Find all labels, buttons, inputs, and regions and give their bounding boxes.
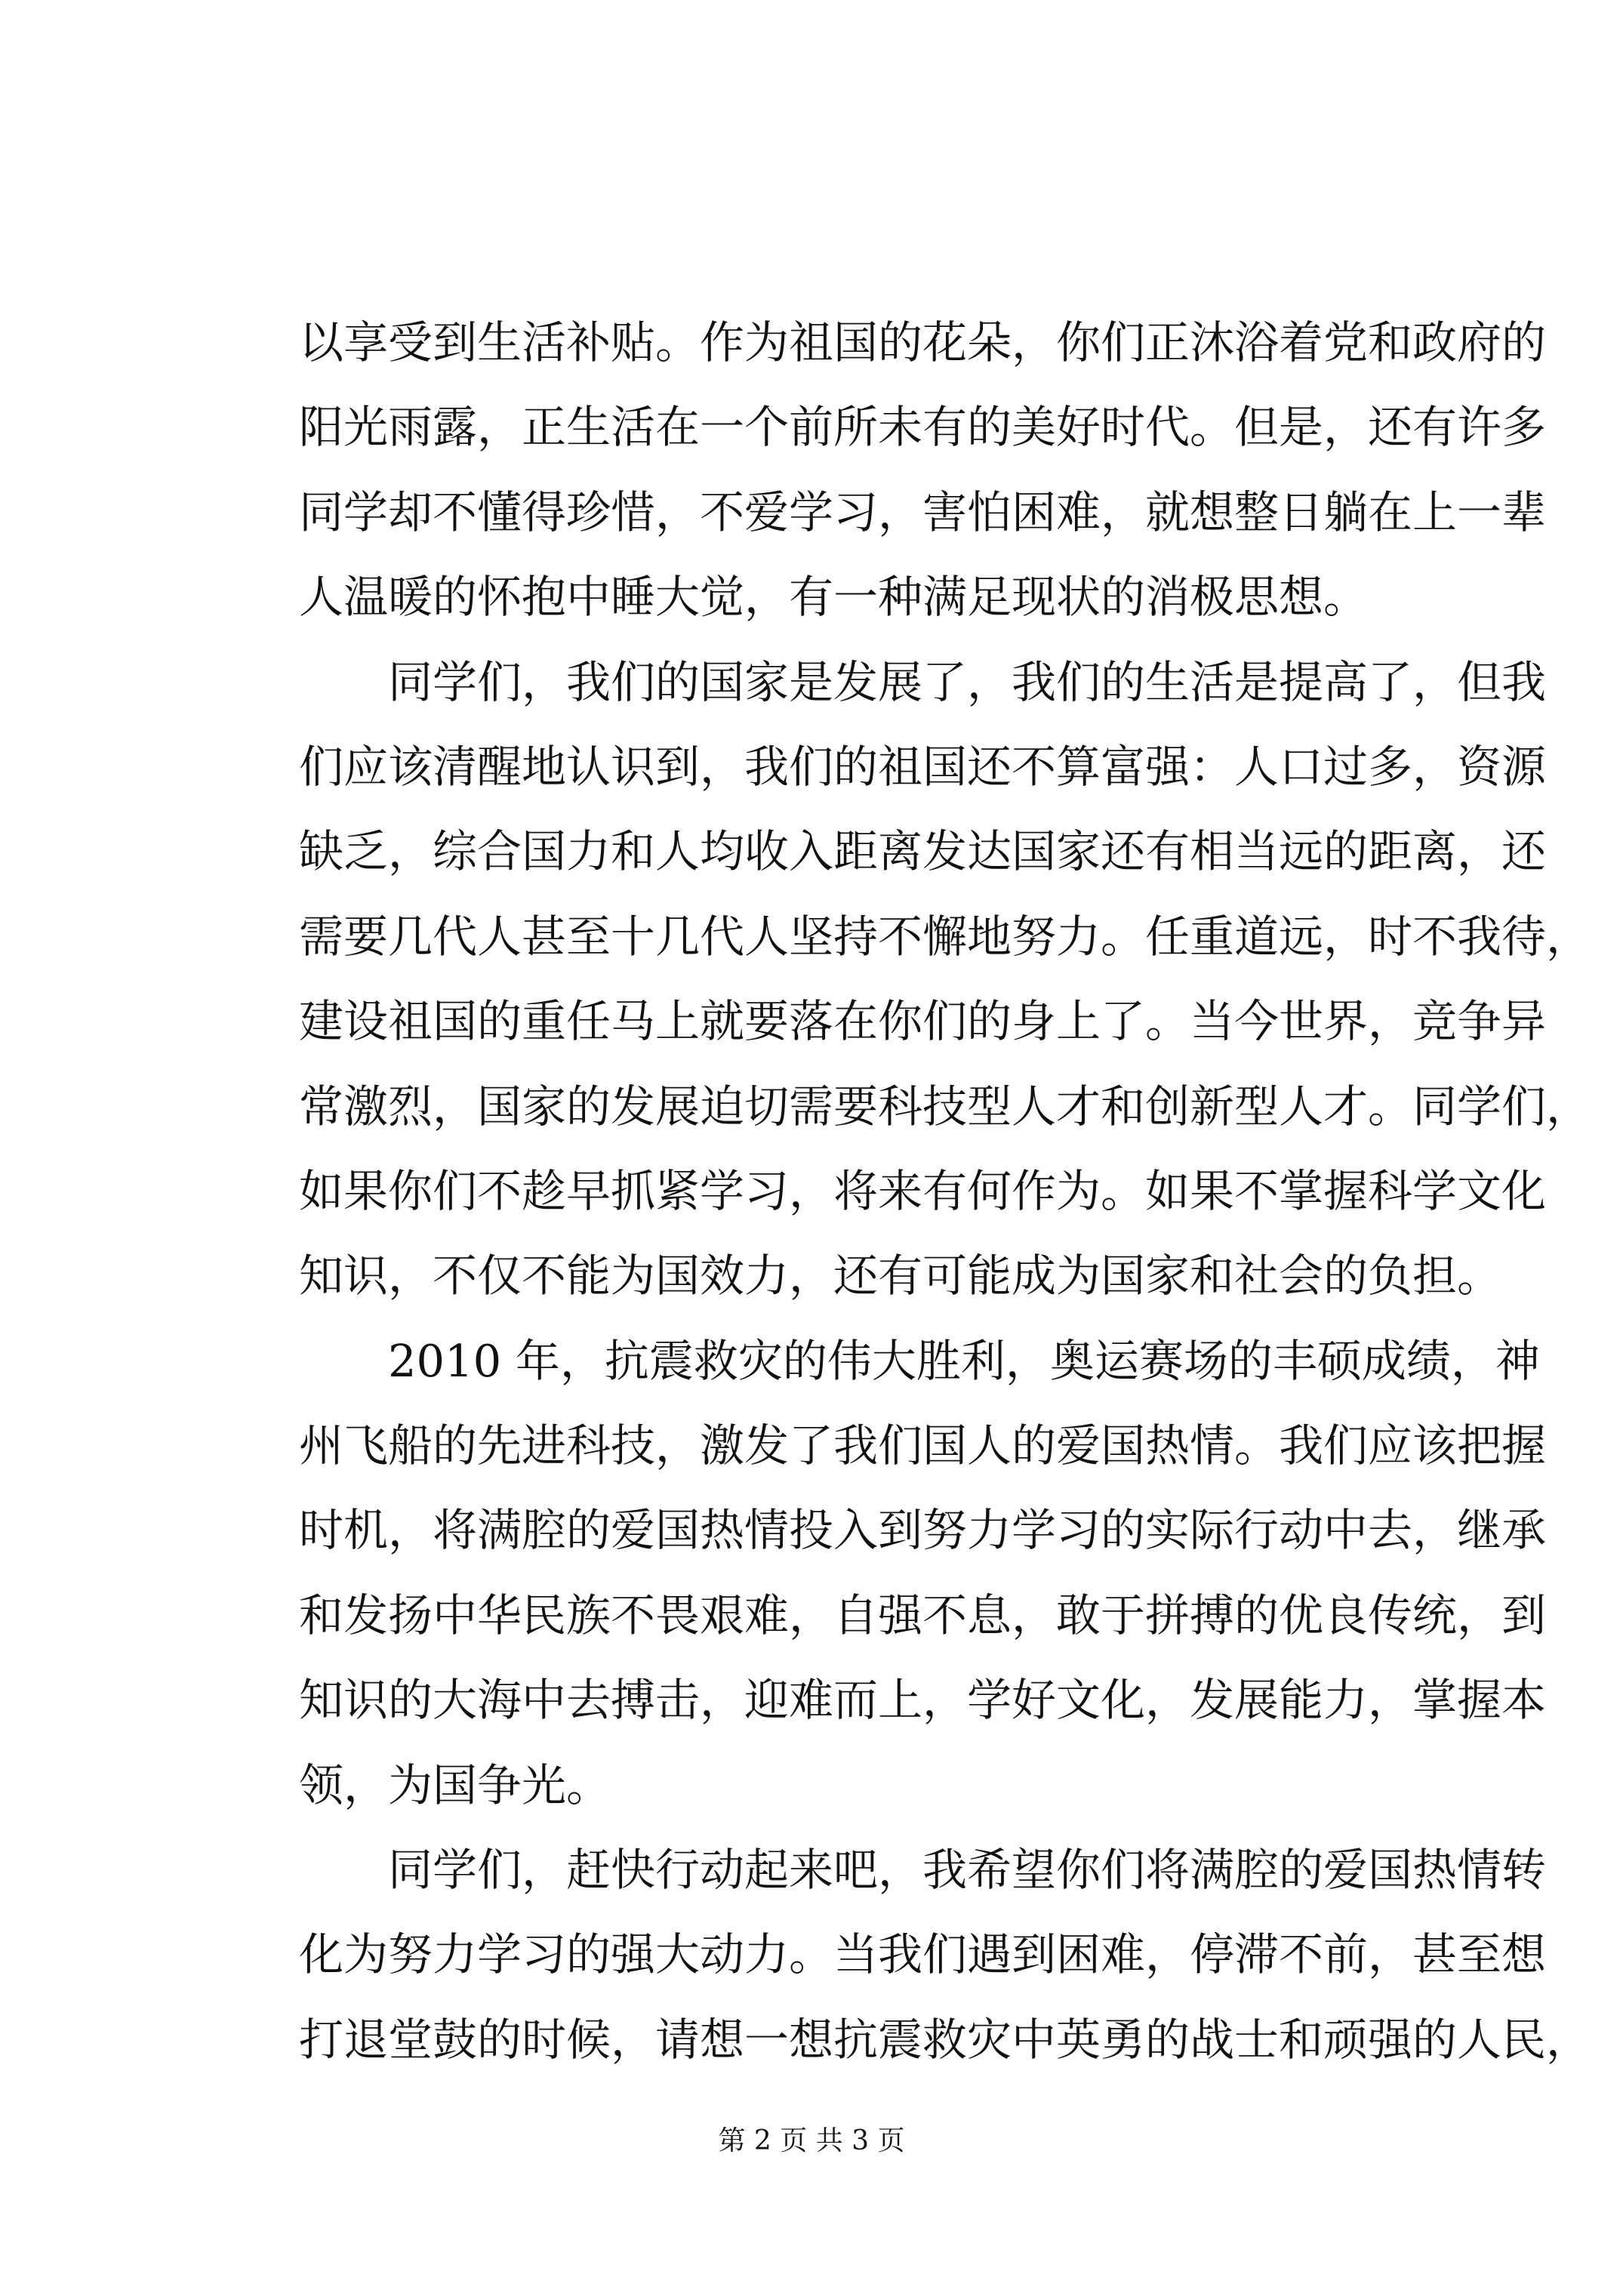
text-line: 和发扬中华民族不畏艰难，自强不息，敢于拼搏的优良传统，到	[299, 1589, 1547, 1641]
text-line: 以享受到生活补贴。作为祖国的花朵，你们正沐浴着党和政府的	[299, 316, 1547, 368]
text-line: 时机，将满腔的爱国热情投入到努力学习的实际行动中去，继承	[299, 1504, 1547, 1557]
text-line: 如果你们不趁早抓紧学习，将来有何作为。如果不掌握科学文化	[299, 1164, 1547, 1217]
text-line: 人温暖的怀抱中睡大觉，有一种满足现状的消极思想。	[299, 571, 1369, 624]
text-line: 领，为国争光。	[299, 1758, 611, 1811]
text-line: 打退堂鼓的时候，请想一想抗震救灾中英勇的战士和顽强的人民，	[299, 2013, 1591, 2066]
text-line: 阳光雨露，正生活在一个前所未有的美好时代。但是，还有许多	[299, 401, 1547, 454]
text-line: 化为努力学习的强大动力。当我们遇到困难，停滞不前，甚至想	[299, 1928, 1547, 1981]
body-text	[299, 300, 1591, 2082]
text-line: 们应该清醒地认识到，我们的祖国还不算富强：人口过多，资源	[299, 740, 1547, 793]
text-line: 同学们，赶快行动起来吧，我希望你们将满腔的爱国热情转	[299, 1844, 1547, 1897]
text-line: 州飞船的先进科技，激发了我们国人的爱国热情。我们应该把握	[299, 1419, 1547, 1472]
text-line: 同学却不懂得珍惜，不爱学习，害怕困难，就想整日躺在上一辈	[299, 485, 1547, 538]
text-line: 2010 年，抗震救灾的伟大胜利，奥运赛场的丰硕成绩，神	[299, 1334, 1540, 1387]
text-line: 同学们，我们的国家是发展了，我们的生活是提高了，但我	[299, 655, 1547, 708]
text-line: 知识，不仅不能为国效力，还有可能成为国家和社会的负担。	[299, 1250, 1502, 1302]
text-line: 需要几代人甚至十几代人坚持不懈地努力。任重道远，时不我待，	[299, 910, 1591, 963]
page-number-footer: 第 2 页 共 3 页	[718, 2125, 905, 2156]
text-line: 缺乏，综合国力和人均收入距离发达国家还有相当远的距离，还	[299, 825, 1547, 878]
text-line: 建设祖国的重任马上就要落在你们的身上了。当今世界，竞争异	[299, 995, 1547, 1048]
text-line: 知识的大海中去搏击，迎难而上，学好文化，发展能力，掌握本	[299, 1674, 1547, 1727]
text-line: 常激烈，国家的发展迫切需要科技型人才和创新型人才。同学们，	[299, 1080, 1591, 1133]
